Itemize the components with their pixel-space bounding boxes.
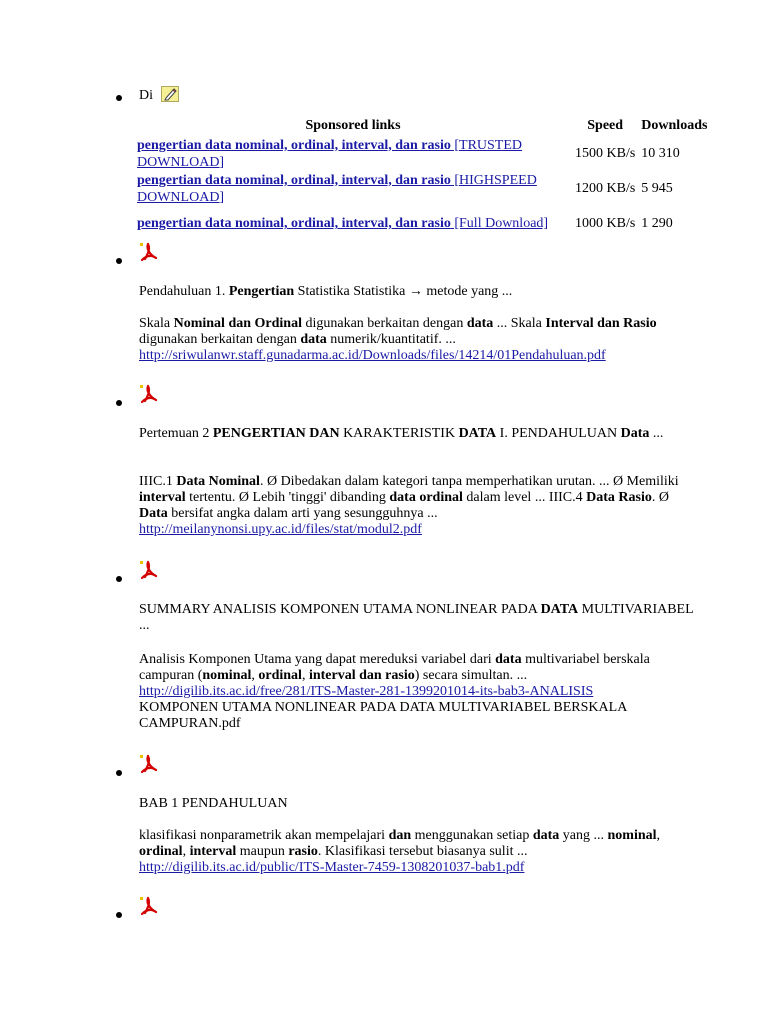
highlighted-term: Interval dan Rasio xyxy=(545,316,657,331)
text-segment: digunakan berkaitan dengan xyxy=(139,332,301,347)
result-url xyxy=(139,522,699,538)
text-segment: , xyxy=(656,828,661,843)
highlighted-term: data ordinal xyxy=(389,490,463,505)
text-segment: , xyxy=(301,668,309,683)
pdf-icon[interactable] xyxy=(139,754,159,776)
text-segment: klasifikasi nonparametrik akan mempelajari xyxy=(139,828,389,843)
sponsored-download-link[interactable] xyxy=(137,216,548,231)
sponsored-link-tag: [Full Download] xyxy=(450,216,549,231)
sponsored-links-table xyxy=(134,116,710,241)
list-bullet xyxy=(116,95,122,101)
result-snippet xyxy=(139,316,699,364)
result-title xyxy=(139,426,699,442)
table-row xyxy=(134,171,710,206)
highlighted-term: interval xyxy=(189,844,237,859)
text-segment: maupun xyxy=(236,844,289,859)
sponsored-link-cell xyxy=(134,171,572,206)
text-segment: Analisis Komponen Utama yang dapat mereduksi variabel dari xyxy=(139,652,496,667)
list-bullet xyxy=(116,912,122,918)
speed-value: 1200 KB/s xyxy=(575,181,636,196)
list-bullet xyxy=(116,770,122,776)
text-segment: digunakan berkaitan dengan xyxy=(301,316,467,331)
sponsored-link-title: pengertian data nominal, ordinal, interval, dan rasio xyxy=(137,137,451,153)
highlighted-term: DATA xyxy=(458,426,497,441)
highlighted-term: rasio xyxy=(288,844,318,859)
text-segment: KARAKTERISTIK xyxy=(339,426,459,441)
sponsored-link-tag: [TRUSTED DOWNLOAD] xyxy=(137,137,523,170)
highlighted-term: data xyxy=(532,828,560,843)
text-segment: IIIC.1 xyxy=(139,474,177,489)
highlighted-term: data xyxy=(300,332,327,347)
snippet-text xyxy=(139,828,699,860)
highlighted-term: Data xyxy=(620,426,650,441)
highlighted-term: PENGERTIAN DAN xyxy=(212,426,340,441)
text-segment: numerik/kuantitatif. ... xyxy=(326,332,456,347)
text-segment: ) secara simultan. ... xyxy=(414,668,528,683)
highlighted-term: nominal xyxy=(607,828,657,843)
di-label: Di xyxy=(139,88,153,103)
sponsored-link-title: pengertian data nominal, ordinal, interval, dan rasio xyxy=(137,172,451,188)
sponsored-link-cell xyxy=(134,206,572,241)
text-segment: I. PENDAHULUAN xyxy=(496,426,621,441)
downloads-value: 1 290 xyxy=(641,216,673,231)
result-url xyxy=(139,860,699,876)
text-segment: SUMMARY ANALISIS KOMPONEN UTAMA NONLINEAR PADA xyxy=(139,602,541,617)
sponsored-link-tag: [HIGHSPEED DOWNLOAD] xyxy=(137,172,537,205)
text-segment: . Klasifikasi tersebut biasanya sulit ... xyxy=(317,844,528,859)
result-title xyxy=(139,796,699,812)
text-segment: Skala xyxy=(139,316,174,331)
result-snippet xyxy=(139,474,699,538)
sponsored-link-cell xyxy=(134,136,572,171)
snippet-text xyxy=(139,652,699,684)
pdf-icon[interactable] xyxy=(139,560,159,582)
list-bullet xyxy=(116,258,122,264)
text-segment: . Ø xyxy=(651,490,670,505)
result-url-link[interactable]: http://sriwulanwr.staff.gunadarma.ac.id/Downloads/files/14214/01Pendahuluan.pdf xyxy=(139,348,606,363)
table-header xyxy=(134,116,710,136)
text-segment: . Ø Dibedakan dalam kategori tanpa memperhatikan urutan. ... Ø Memiliki xyxy=(259,474,679,489)
list-bullet xyxy=(116,400,122,406)
text-segment: yang ... xyxy=(559,828,608,843)
highlighted-term: interval xyxy=(139,490,186,505)
text-segment: menggunakan setiap xyxy=(411,828,533,843)
pdf-icon[interactable] xyxy=(139,896,159,918)
col-sponsored-links: Sponsored links xyxy=(305,118,401,133)
result-title xyxy=(139,602,699,634)
text-segment: , xyxy=(182,844,190,859)
table-row xyxy=(134,206,710,241)
pdf-icon[interactable] xyxy=(139,242,159,264)
highlighted-term: ordinal xyxy=(139,844,183,859)
table-row xyxy=(134,136,710,171)
text-segment: MULTIVARIABEL ... xyxy=(139,602,694,633)
highlighted-term: interval dan rasio xyxy=(308,668,415,683)
col-downloads: Downloads xyxy=(641,118,708,133)
result-url xyxy=(139,684,699,700)
text-segment: ... xyxy=(649,426,664,441)
text-segment: multivariabel berskala campuran ( xyxy=(139,652,650,683)
text-segment: Pertemuan 2 xyxy=(139,426,213,441)
downloads-value: 5 945 xyxy=(641,181,673,196)
list-bullet xyxy=(116,576,122,582)
result-snippet xyxy=(139,828,699,876)
result-url xyxy=(139,348,699,364)
highlighted-term: nominal xyxy=(202,668,252,683)
result-url-link[interactable]: http://digilib.its.ac.id/free/281/ITS-Master-281-1399201014-its-bab3-ANALISIS xyxy=(139,684,594,699)
speed-value: 1000 KB/s xyxy=(575,216,636,231)
text-segment: dalam level ... IIIC.4 xyxy=(462,490,587,505)
pdf-icon[interactable] xyxy=(139,384,159,406)
sponsored-download-link[interactable] xyxy=(137,138,522,170)
result-url-link[interactable]: http://digilib.its.ac.id/public/ITS-Master-7459-1308201037-bab1.pdf xyxy=(139,860,525,875)
downloads-value: 10 310 xyxy=(641,146,680,161)
text-segment: bersifat angka dalam arti yang sesungguhnya ... xyxy=(167,506,438,521)
snippet-text xyxy=(139,316,699,348)
text-segment: , xyxy=(251,668,259,683)
highlighted-term: ordinal xyxy=(258,668,302,683)
highlighted-term: Data xyxy=(139,506,168,521)
text-segment: Pendahuluan 1. xyxy=(139,284,229,299)
result-url-link[interactable]: http://meilanynonsi.upy.ac.id/files/stat/modul2.pdf xyxy=(139,522,422,537)
text-segment: BAB 1 PENDAHULUAN xyxy=(139,796,288,811)
sponsored-link-title: pengertian data nominal, ordinal, interval, dan rasio xyxy=(137,216,451,231)
text-segment: tertentu. Ø Lebih 'tinggi' dibanding xyxy=(185,490,390,505)
highlighted-term: dan xyxy=(388,828,412,843)
edit-pencil-icon[interactable] xyxy=(161,86,179,102)
speed-value: 1500 KB/s xyxy=(575,146,636,161)
text-segment: Statistika Statistika → metode yang ... xyxy=(294,284,513,299)
result-url-continued: KOMPONEN UTAMA NONLINEAR PADA DATA MULTIVARIABEL BERSKALA CAMPURAN.pdf xyxy=(139,700,627,731)
result-snippet xyxy=(139,652,699,732)
snippet-text xyxy=(139,474,699,522)
highlighted-term: Pengertian xyxy=(228,284,295,299)
highlighted-term: data xyxy=(466,316,494,331)
highlighted-term: Data Rasio xyxy=(586,490,652,505)
highlighted-term: DATA xyxy=(540,602,579,617)
highlighted-term: Data Nominal xyxy=(176,474,260,489)
result-title xyxy=(139,284,699,300)
text-segment: ... Skala xyxy=(493,316,546,331)
highlighted-term: data xyxy=(495,652,522,667)
sponsored-download-link[interactable] xyxy=(137,173,537,205)
highlighted-term: Nominal dan Ordinal xyxy=(173,316,302,331)
col-speed: Speed xyxy=(587,118,624,133)
